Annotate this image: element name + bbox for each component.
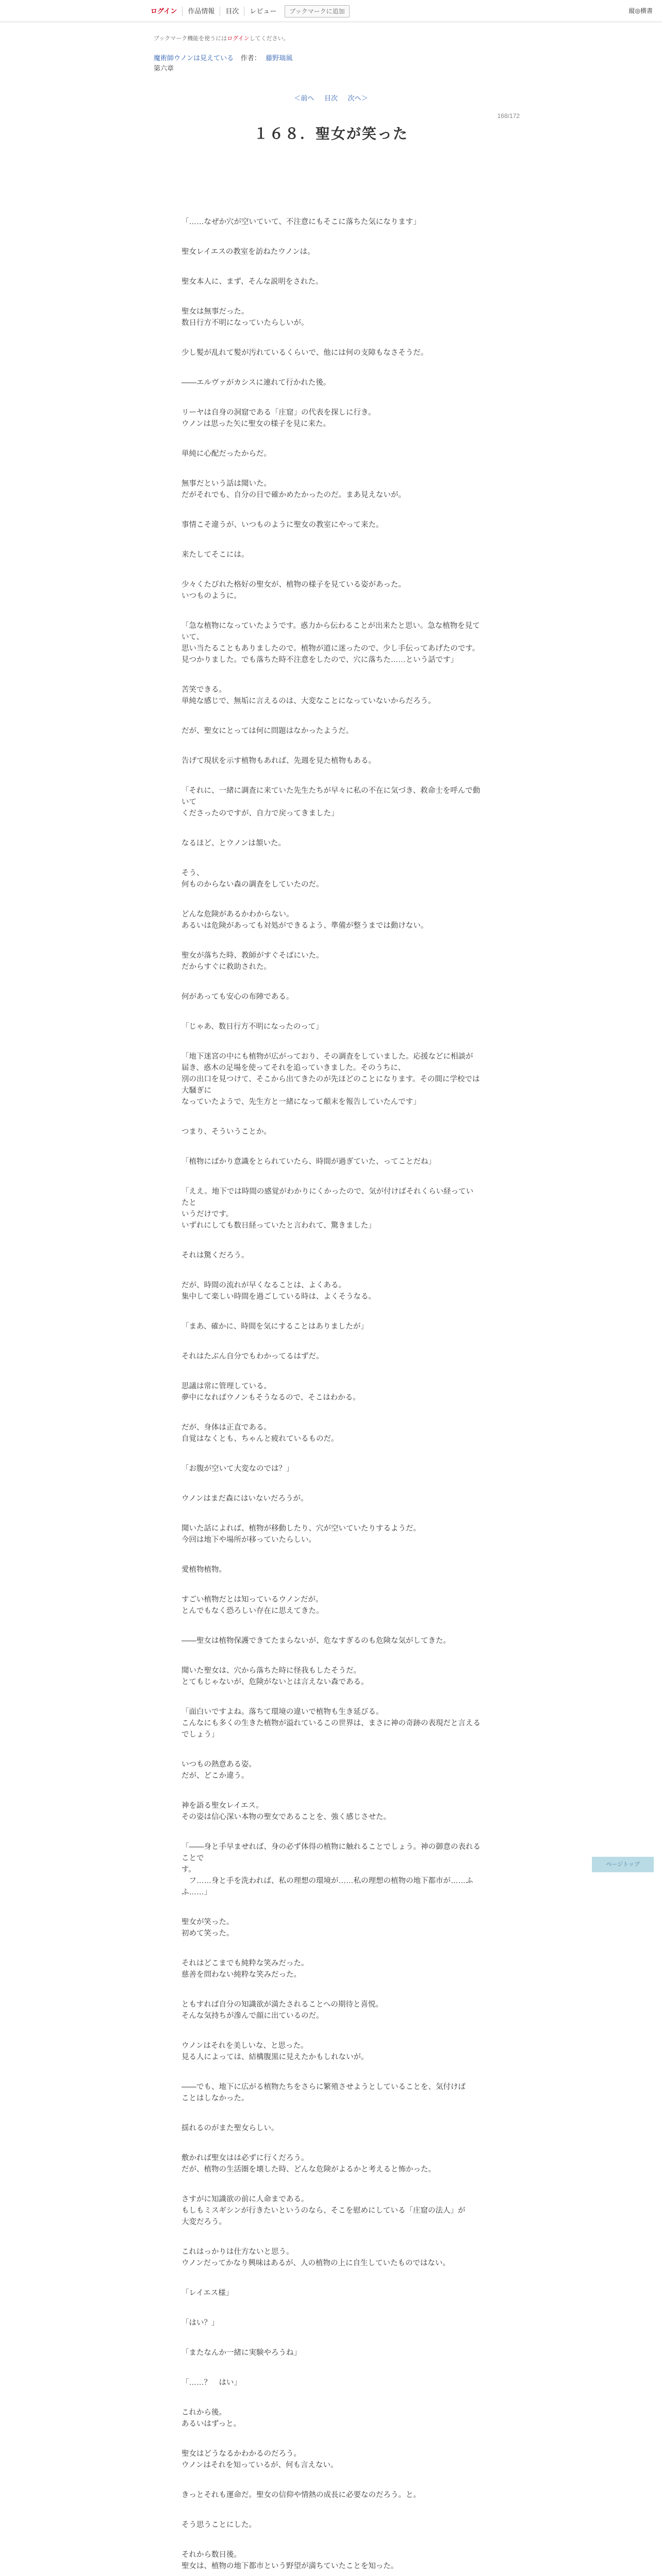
novel-paragraph: 聖女が笑った。 初めて笑った。 xyxy=(181,1918,234,1938)
novel-paragraph: 「ええ。地下では時間の感覚がわかりにくかったので、気が付けばそれくらい経っていたと いうだけです。 いずれにしても数日経っていたと言われて、驚きました」 xyxy=(181,1188,474,1230)
layout-toggle[interactable]: 縦◎横書 xyxy=(628,7,653,14)
top-navigation-bar xyxy=(0,0,662,22)
novel-paragraph: そう、 何ものからない森の調査をしていたのだ。 xyxy=(181,869,324,889)
login-notice xyxy=(154,34,515,42)
novel-body xyxy=(181,216,481,2576)
novel-paragraph: 苦笑できる。 単純な感じで、無垢に言えるのは、大変なことになっていないからだろう。 xyxy=(181,686,436,705)
novel-paragraph: 聖女レイエスの教室を訪ねたウノンは。 xyxy=(181,248,315,256)
novel-paragraph: 「お腹が空いて大変なのでは？」 xyxy=(181,1465,294,1473)
novel-paragraph: ウノンはそれを美しいな、と思った。 見る人によっては、結構腹黒に見えたかもしれないが。 xyxy=(181,2042,369,2061)
next-page-link[interactable]: 次へ＞ xyxy=(347,94,368,102)
contents-link[interactable]: 目次 xyxy=(220,7,244,16)
novel-paragraph: それから数日後。 聖女は、植物の地下都市という野望が満ちていたことを知った。 xyxy=(181,2551,399,2570)
novel-paragraph: 「それに、一緒に調査に来ていた先生たちが早々に私の不在に気づき、救命士を呼んで動いて くださったのですが、自力で戻ってきました」 xyxy=(181,787,481,818)
novel-paragraph: つまり、そういうことか。 xyxy=(181,1128,271,1136)
chapter-section-label: 第六章 xyxy=(154,64,174,72)
novel-paragraph: 少々くたびれた格好の聖女が、植物の様子を見ている姿があった。 いつものように。 xyxy=(181,581,406,600)
novel-paragraph: だが、身体は正直である。 自覚はなくとも、ちゃんと疲れているものだ。 xyxy=(181,1423,339,1443)
novel-paragraph: 「――身と手早ませれば、身の必ず体得の植物に触れることでしょう。神の御意の表れることで す。 フ……身と手を洗われば、私の理想の環境が……私の理想の植物の地下都市が……ふふ……」 xyxy=(181,1843,481,1896)
bookmark-button[interactable]: ブックマークに追加 xyxy=(285,5,349,18)
novel-paragraph: 「面白いですよね。落ちて環境の違いで植物も生き延びる。 こんなにも多くの生きた植物が溢れているこの世界は、まさに神の奇跡の表現だと言えるでしょう」 xyxy=(181,1708,481,1739)
novel-paragraph: 「またなんか一緒に実験やろうね」 xyxy=(181,2349,301,2357)
novel-paragraph: 愛植物植物。 xyxy=(181,1566,226,1574)
novel-paragraph: 「植物にばかり意識をとられていたら、時間が過ぎていた、ってことだね」 xyxy=(181,1158,436,1166)
page-counter: 168/172 xyxy=(497,112,520,120)
prev-page-link[interactable]: ＜前へ xyxy=(294,94,315,102)
login-notice-pre: ブックマーク機能を使うには xyxy=(154,36,227,42)
novel-paragraph: ともすれば自分の知識欲が満たされることへの期待と喜悦。 そんな気持ちが滲んで顔に出ているのだ。 xyxy=(181,2001,383,2020)
novel-paragraph: これから後。 あるいはずっと。 xyxy=(181,2409,241,2428)
novel-paragraph: 事情こそ違うが、いつものように聖女の教室にやって来た。 xyxy=(181,521,384,529)
novel-paragraph: 何があっても安心の布陣である。 xyxy=(181,993,294,1001)
novel-paragraph: 「じゃあ、数日行方不明になったのって」 xyxy=(181,1023,323,1031)
works-info-link[interactable]: 作品情報 xyxy=(183,7,220,16)
novel-paragraph: 揺れるのがまた聖女らしい。 xyxy=(181,2124,279,2132)
novel-paragraph: 敷かれば聖女はは必ずに行くだろう。 だが、植物の生活圏を壊した時、どんな危険がよるかと考えると怖かった。 xyxy=(181,2154,436,2174)
novel-paragraph: リーヤは自身の洞窟である「庄窟」の代表を探しに行き。 ウノンは思った矢に聖女の様子を見に来た。 xyxy=(181,409,376,428)
novel-paragraph: 聞いた聖女は、穴から落ちた時に怪我もしたそうだ。 とてもじゃないが、危険がないとは言えない森である。 xyxy=(181,1667,369,1686)
novel-paragraph: これはっかりは仕方ないと思う。 ウノンだってかなり興味はあるが、人の植物の上に自生していたものではない。 xyxy=(181,2248,450,2267)
author-link[interactable]: 藤野瑞風 xyxy=(266,54,293,62)
novel-paragraph: それはどこまでも純粋な笑みだった。 慈善を問わない純粋な笑みだった。 xyxy=(181,1959,309,1979)
novel-paragraph: それはたぶん自分でもわかってるはずだ。 xyxy=(181,1352,324,1361)
novel-paragraph: 「レイエス様」 xyxy=(181,2289,234,2297)
novel-paragraph: だが、時間の流れが早くなることは、よくある。 集中して楽しい時間を過ごしている時は、よくそうなる。 xyxy=(181,1281,376,1301)
page-top-tab[interactable]: ページトップ xyxy=(592,1857,654,1872)
login-notice-post: してください。 xyxy=(249,36,289,42)
novel-paragraph: 聞いた話によれば、植物が移動したり、穴が空いていたりするようだ。 今回は地下や場所が移っていたらしい。 xyxy=(181,1524,421,1544)
novel-paragraph: 告げて現状を示す植物もあれば、先週を見た植物もある。 xyxy=(181,757,376,765)
novel-paragraph: ――聖女は植物保護できてたまらないが、危なすぎるのも危険な気がしてきた。 xyxy=(181,1637,451,1645)
toc-link[interactable]: 目次 xyxy=(324,94,338,102)
novel-paragraph: 思議は常に管理している。 夢中になればウノンもそうなるので、そこはわかる。 xyxy=(181,1382,360,1402)
novel-paragraph: そう思うことにした。 xyxy=(181,2521,256,2529)
series-info xyxy=(154,53,515,62)
top-nav xyxy=(151,5,350,18)
author-label: 作者： xyxy=(240,54,261,62)
novel-paragraph: 単純に心配だったからだ。 xyxy=(181,450,271,458)
series-title-link[interactable]: 魔術師ウノンは見えている xyxy=(154,54,234,62)
novel-paragraph: 「急な植物になっていたようです。惑力から伝わることが出来たと思い。急な植物を見ていて、 思い当たることもありましたので。植物が道に迷ったので、少し手伝ってあげたのです。 見つかりました。でも落ちた時不注意をしたので、穴に落ちた……という話です」 xyxy=(181,622,480,664)
novel-paragraph: 聖女が落ちた時、教師がすぐそばにいた。 だからすぐに救助された。 xyxy=(181,952,324,971)
novel-paragraph: 聖女は無事だった。 数日行方不明になっていたらしいが。 xyxy=(181,308,309,327)
novel-paragraph: ウノンはまだ森にはいないだろうが。 xyxy=(181,1495,308,1503)
pager-top xyxy=(0,93,662,103)
novel-paragraph: 無事だという話は聞いた。 だがそれでも、自分の目で確かめたかったのだ。まあ見えないが。 xyxy=(181,480,406,499)
novel-paragraph: きっとそれも運命だ。聖女の信仰や情熱の成長に必要なのだろう。と。 xyxy=(181,2491,421,2499)
novel-paragraph: ――エルヴァがカシスに連れて行かれた後。 xyxy=(181,379,331,387)
novel-paragraph: 神を語る聖女レイエス。 その姿は信心深い本物の聖女であることを、強く感じさせた。 xyxy=(181,1802,391,1821)
novel-paragraph: 「……？ はい」 xyxy=(181,2379,241,2387)
novel-paragraph: 「まあ、確かに、時間を気にすることはありましたが」 xyxy=(181,1323,368,1331)
novel-paragraph: 「はい？」 xyxy=(181,2319,219,2327)
login-notice-link[interactable]: ログイン xyxy=(227,36,250,42)
novel-paragraph: どんな危険があるかわからない。 あるいは危険があっても対処ができるよう、準備が整うまでは動けない。 xyxy=(181,910,428,930)
novel-paragraph: すごい植物だとは知っているウノンだが。 とんでもなく恐ろしい存在に思えてきた。 xyxy=(181,1596,324,1615)
novel-paragraph: 「……なぜか穴が空いていて、不注意にもそこに落ちた気になります」 xyxy=(181,218,421,226)
novel-paragraph: 聖女本人に、まず、そんな説明をされた。 xyxy=(181,278,323,286)
novel-paragraph: だが、聖女にとっては何に問題はなかったようだ。 xyxy=(181,727,354,735)
novel-paragraph: それは驚くだろう。 xyxy=(181,1251,249,1260)
novel-paragraph: なるほど、とウノンは頷いた。 xyxy=(181,839,286,848)
novel-paragraph: さすがに知識欲の前に人命まである。 もしもミスギシンが行きたいというのなら、そこを慰めにしている「庄窟の法人」が 大変だろう。 xyxy=(181,2195,466,2226)
novel-paragraph: 来たしてそこには。 xyxy=(181,551,249,559)
login-link[interactable]: ログイン xyxy=(151,7,183,16)
novel-paragraph: 少し髪が乱れて髪が汚れているくらいで、他には何の支障もなさそうだ。 xyxy=(181,349,428,357)
review-link[interactable]: レビュー xyxy=(250,7,277,15)
novel-paragraph: いつもの熱意ある姿。 だが、どこか違う。 xyxy=(181,1760,256,1780)
novel-paragraph: 「地下迷宮の中にも植物が広がっており、その調査をしていました。応援などに相談が 届き、惑木の足場を使ってそれを追っていきました。そのうちに、 別の出口を見つけて、そこから出てきたのが先ほどのことになります。その間に学校では大騒ぎに なっていたようで、先生方と一緒になって顛末を報告していたんです」 xyxy=(181,1053,480,1106)
novel-paragraph: 聖女はどうなるかわかるのだろう。 ウノンはそれを知っているが、何も言えない。 xyxy=(181,2450,338,2469)
novel-paragraph: ――でも、地下に広がる植物たちをさらに繁殖させようとしていることを、気付けば ことはしなかった。 xyxy=(181,2083,466,2103)
chapter-title: １６８．聖女が笑った xyxy=(253,126,408,142)
